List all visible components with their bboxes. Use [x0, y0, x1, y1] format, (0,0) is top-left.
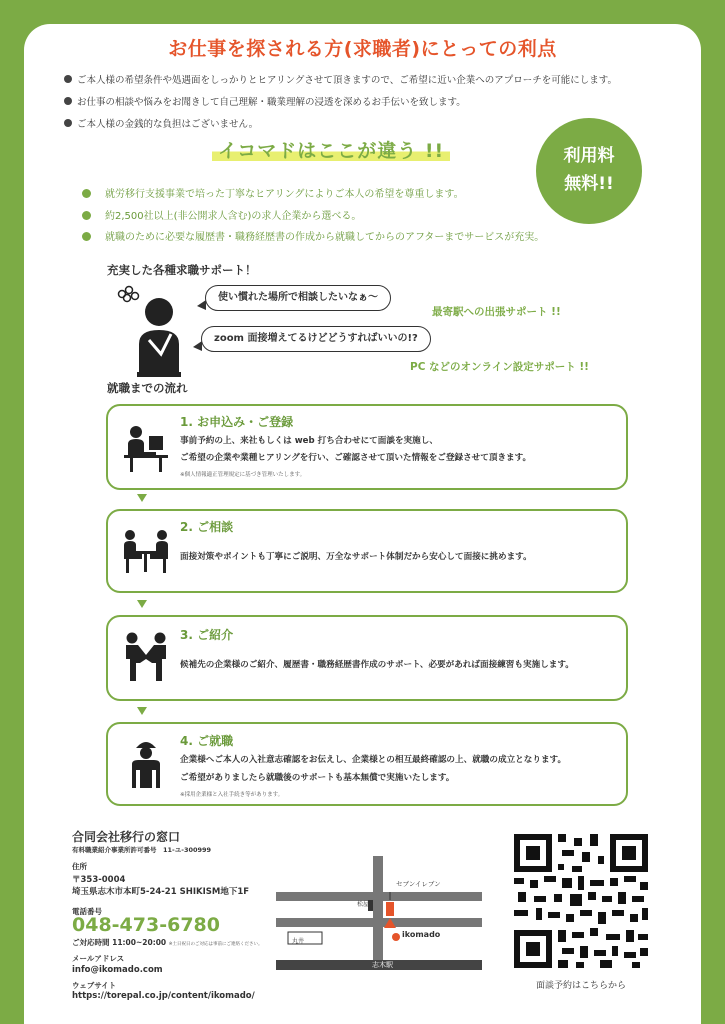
list-item: ご本人様の希望条件や処遇面をしっかりとヒアリングさせて頂きますので、ご希望に近い企業へのアプローチを可能にします。 [64, 70, 674, 92]
qr-caption: 面談予約はこちらから [535, 981, 626, 991]
worker-icon [122, 738, 170, 790]
list-item: 就職のために必要な履歴書・職務経歴書の作成から就職してからのアフターまでサービスが充実。 [82, 227, 642, 249]
company-name: 合同会社移行の窓口 [72, 830, 181, 844]
badge-line1: 利用料 [563, 146, 615, 166]
email-label: メールアドレス [72, 954, 125, 963]
phone-number[interactable]: 048-473-6780 [72, 914, 220, 936]
list-item: ご本人様の金銭的な負担はございません。 [64, 114, 674, 136]
phone-label: 電話番号 [72, 907, 102, 916]
qr-code-icon[interactable] [514, 834, 648, 968]
bullet-icon [82, 189, 91, 198]
web-label: ウェブサイト [72, 981, 117, 990]
flow-arrow-icon [137, 707, 147, 715]
flow-step [106, 722, 628, 806]
list-item: 約2,500社以上(非公開求人含む)の求人企業から選べる。 [82, 206, 642, 228]
page-title: お仕事を探される方(求職者)にとっての利点 [168, 38, 557, 60]
hours-row [72, 937, 263, 948]
bullet-icon [82, 232, 91, 241]
support-answer: 最寄駅への出張サポート !! [432, 306, 561, 318]
postal-code: 〒353-0004 [72, 875, 126, 885]
handshake-icon [122, 631, 170, 683]
map-station-label: 志木駅 [372, 961, 393, 969]
difference-list [82, 184, 642, 249]
step-text: 事前予約の上、来社もしくは web 打ち合わせにて面談を実施し、 [180, 436, 438, 446]
consultation-icon [122, 527, 170, 579]
map-label-matsuya: 松屋 [357, 901, 370, 908]
access-map [276, 856, 490, 976]
support-heading: 充実した各種求職サポート！ [107, 263, 257, 277]
map-brand-label: ikomado [402, 930, 441, 939]
map-label-seven: セブンイレブン [396, 880, 441, 888]
hours-value: 11:00~20:00 [112, 938, 167, 947]
speech-bubble: zoom 面接増えてるけどどうすればいいの!? [201, 326, 431, 352]
email-link[interactable]: info@ikomado.com [72, 965, 163, 975]
step-title: 4. ご就職 [180, 734, 234, 748]
step-text: 候補先の企業様のご紹介、履歴書・職務経歴書作成のサポート、必要があれば面接練習も実施します。 [180, 660, 574, 670]
flow-arrow-icon [137, 600, 147, 608]
bullet-icon [64, 119, 72, 127]
bullet-icon [64, 97, 72, 105]
hours-note: ※土日祝日のご対応は事前にご連絡ください。 [168, 942, 263, 947]
step-text: ご希望がありましたら就職後のサポートも基本無償で実施いたします。 [180, 773, 455, 783]
flow-arrow-icon [137, 494, 147, 502]
step-note: ※個人情報適正管理規定に基づき管理いたします。 [180, 472, 306, 478]
bullet-icon [82, 211, 91, 220]
worried-person-icon [115, 284, 191, 378]
step-title: 3. ご紹介 [180, 628, 234, 642]
difference-heading: イコマドはここが違う !! [212, 136, 450, 163]
speech-bubble: 使い慣れた場所で相談したいなぁ～ [205, 285, 391, 311]
web-link[interactable]: https://torepal.co.jp/content/ikomado/ [72, 991, 255, 1001]
address-label: 住所 [72, 862, 87, 871]
badge-line2: 無料!! [564, 174, 614, 194]
flow-step [106, 404, 628, 490]
license-number: 有料職業紹介事業所許可番号 11-ユ-300999 [72, 846, 212, 854]
address: 埼玉県志木市本町5-24-21 SHIKISM地下1F [72, 887, 250, 897]
step-text: 企業様へご本人の入社意志確認をお伝えし、企業様との相互最終確認の上、就職の成立となります。 [180, 755, 567, 765]
desk-worker-icon [122, 422, 170, 474]
hours-label: ご対応時間 [72, 938, 110, 947]
flow-step [106, 509, 628, 593]
step-text: ご希望の企業や業種ヒアリングを行い、ご確認させて頂いた情報をご登録させて頂きます。 [180, 453, 532, 463]
map-label-marui: 丸井 [292, 938, 305, 945]
step-note: ※採用企業様と入社手続き等があります。 [180, 792, 284, 798]
list-item: 就労移行支援事業で培った丁寧なヒアリングによりご本人の希望を尊重します。 [82, 184, 642, 206]
step-text: 面接対策やポイントも丁寧にご説明、万全なサポート体制だから安心して面接に挑めます。 [180, 552, 532, 562]
step-title: 2. ご相談 [180, 520, 234, 534]
support-answer: PC などのオンライン設定サポート !! [410, 361, 589, 373]
step-title: 1. お申込み・ご登録 [180, 415, 294, 429]
flow-step [106, 615, 628, 701]
list-item: お仕事の相談や悩みをお聞きして自己理解・職業理解の浸透を深めるお手伝いを致します。 [64, 92, 674, 114]
flow-heading: 就職までの流れ [107, 381, 188, 395]
bullet-icon [64, 75, 72, 83]
